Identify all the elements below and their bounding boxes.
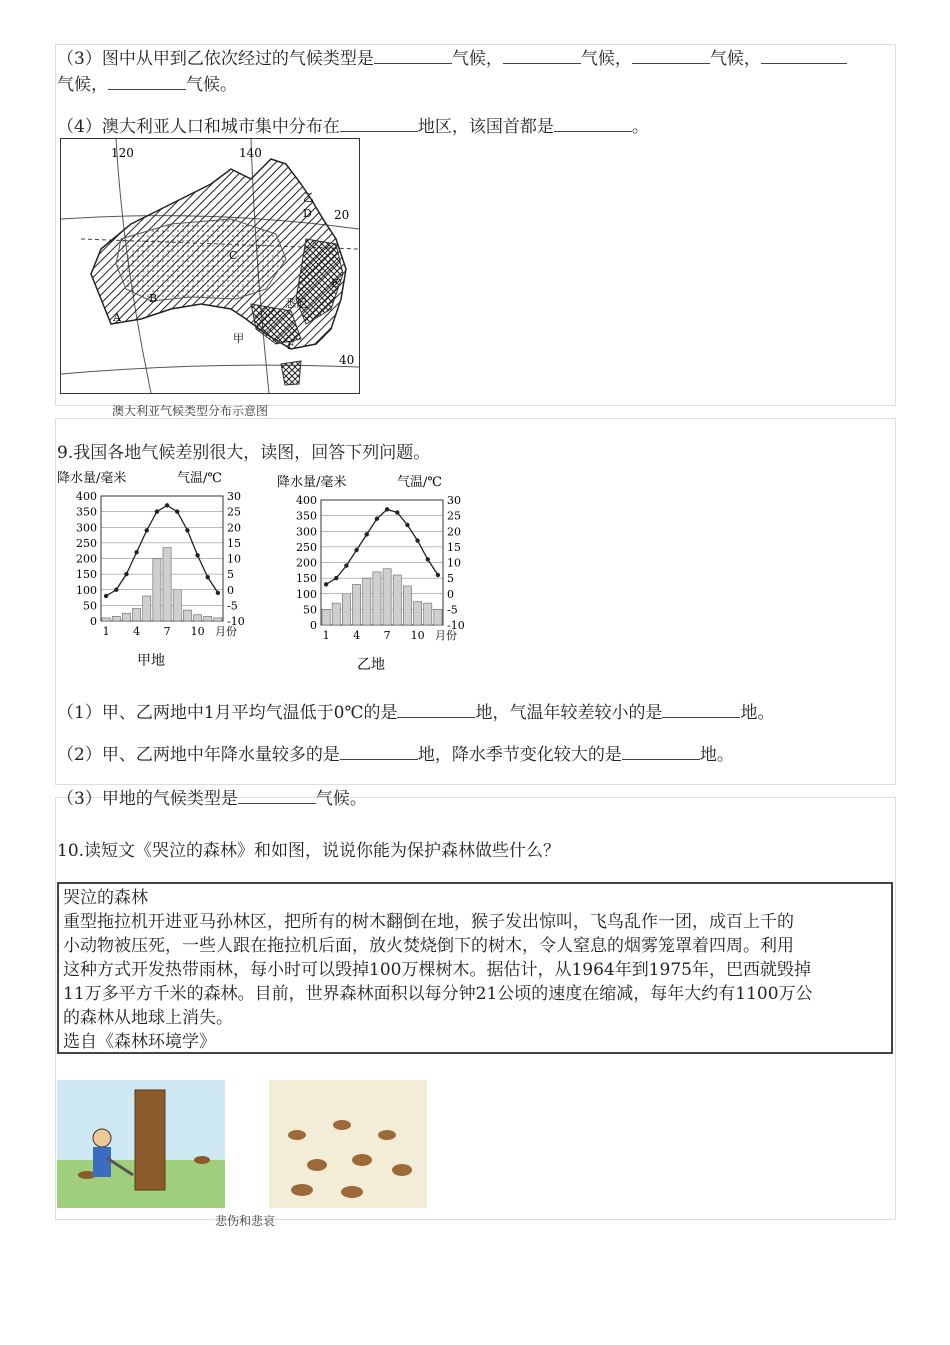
label-lon140: 140 [239,146,262,160]
climate-chart-yi [277,470,482,675]
precip-bar [342,594,350,625]
right-tick-label: 5 [447,572,454,586]
climate-chart-svg [277,470,482,675]
left-tick-label: 200 [76,552,97,566]
right-axis-label: 气温/℃ [397,475,442,490]
passage-line: 重型拖拉机开进亚马孙林区，把所有的树木翻倒在地，猴子发出惊叫，飞鸟乱作一团，成百上千的 [63,912,794,932]
chart-name: 乙地 [357,657,385,673]
q8-part3-text: （3）图中从甲到乙依次经过的气候类型是 [57,49,374,69]
reading-passage-box [57,882,893,1054]
label-zone-f: F [287,339,295,352]
right-tick-label: -10 [227,615,245,628]
left-tick-label: 150 [76,568,97,582]
temperature-point [324,582,328,586]
precip-bar [194,615,202,621]
label-zone-b: B [149,292,158,305]
q9-part1-text: 地，气温年较差较小的是 [475,703,663,723]
passage-line: 的森林从地球上消失。 [63,1008,233,1028]
temperature-point [195,553,199,557]
precip-bar [434,609,442,625]
right-tick-label: 15 [227,536,241,550]
precip-bar [112,616,120,621]
x-tick-label: 10 [190,625,205,638]
answer-blank[interactable] [340,745,418,760]
left-tick-label: 350 [296,509,317,523]
temperature-point [134,550,138,554]
q8-part3-text: 气候。 [186,75,237,95]
q9-part3-text: 气候。 [315,789,367,809]
right-axis-label: 气温/℃ [177,471,222,486]
label-lat20: 20 [334,208,350,222]
stump-icon [194,1156,210,1164]
right-tick-label: -5 [227,599,238,613]
q8-part3-text: 气候， [580,49,632,69]
climate-chart-svg [57,466,262,671]
temperature-point [395,510,399,514]
precip-bar [153,559,161,622]
stump-icon [307,1159,327,1171]
right-tick-label: 25 [227,505,241,519]
stump-icon [288,1130,306,1140]
left-tick-label: 250 [76,536,97,550]
q9-part1-line [57,698,774,723]
climate-chart-jia [57,466,262,671]
left-tick-label: 100 [76,583,97,597]
x-axis-label: 月份 [215,625,237,638]
tree-trunk [135,1090,165,1190]
label-jia: 甲 [233,332,244,345]
q9-part2-text: （2）甲、乙两地中年降水量较多的是 [57,745,340,765]
q8-part4-line [57,112,649,137]
label-lon120: 120 [111,146,134,160]
precip-bar [122,613,130,621]
q9-title: 9.我国各地气候差别很大，读图，回答下列问题。 [57,443,431,463]
precip-bar [204,616,212,621]
q9-part3-line [57,784,367,809]
left-tick-label: 300 [76,521,97,535]
precip-bar [173,590,181,621]
right-tick-label: 20 [227,521,241,535]
q8-part3-line1 [57,44,847,69]
temperature-point [426,557,430,561]
label-zone-a: A [113,311,121,324]
right-tick-label: 0 [447,587,454,601]
temperature-point [155,509,159,513]
precip-bar [353,584,361,625]
label-zone-c: C [229,249,238,262]
right-tick-label: 5 [227,568,234,582]
temperature-point [354,548,358,552]
temperature-point [175,509,179,513]
q8-part3-text: 气候， [451,49,503,69]
q8-part4-text: 地区，该国首都是 [417,117,554,137]
precip-bar [143,596,151,621]
right-tick-label: 10 [447,556,461,570]
illustration-caption: 悲伤和悲哀 [215,1214,276,1228]
precip-bar [332,603,340,625]
left-tick-label: 0 [90,615,97,628]
precip-bar [424,603,432,625]
temperature-point [216,591,220,595]
answer-blank[interactable] [503,49,581,64]
left-tick-label: 350 [76,505,97,519]
map-caption: 澳大利亚气候类型分布示意图 [112,404,269,418]
passage-title: 哭泣的森林 [63,888,148,908]
precip-bar [133,609,141,622]
x-tick-label: 1 [322,629,330,642]
answer-blank[interactable] [397,703,475,718]
temperature-point [206,575,210,579]
stump-icon [352,1154,372,1166]
answer-blank[interactable] [374,49,452,64]
left-tick-label: 400 [296,494,317,507]
right-tick-label: 20 [447,525,461,539]
q10-title: 10.读短文《哭泣的森林》和如图，说说你能为保护森林做些什么？ [57,841,561,861]
precip-bar [183,610,191,621]
left-tick-label: 0 [310,619,317,632]
temperature-point [114,588,118,592]
x-tick-label: 4 [353,629,361,642]
x-tick-label: 7 [383,629,391,642]
chart-name: 甲地 [137,653,165,669]
answer-blank[interactable] [761,49,847,64]
temperature-point [436,573,440,577]
left-tick-label: 300 [296,525,317,539]
left-tick-label: 150 [296,572,317,586]
temperature-point [365,532,369,536]
precip-bar [214,618,222,621]
left-tick-label: 100 [296,587,317,601]
left-tick-label: 50 [303,603,317,617]
left-tick-label: 400 [76,490,97,503]
deforestation-illustration [57,1080,427,1230]
q9-part1-text: （1）甲、乙两地中1月平均气温低于0℃的是 [57,703,398,723]
precip-bar [322,609,330,625]
x-axis-label: 月份 [435,629,457,642]
passage-source: 选自《森林环境学》 [63,1032,216,1052]
temperature-point [104,594,108,598]
right-tick-label: -5 [447,603,458,617]
answer-blank[interactable] [662,703,740,718]
precip-bar [102,618,110,621]
woodcutter-body [93,1147,111,1177]
q9-part2-line [57,740,734,765]
tasmania [281,361,301,385]
x-tick-label: 7 [163,625,171,638]
temperature-point [385,507,389,511]
right-tick-label: 30 [447,494,461,507]
temperature-point [344,563,348,567]
precip-bar [373,572,381,625]
right-tick-label: 30 [227,490,241,503]
label-zone-e: E [331,277,340,290]
q8-part3-text: 气候， [57,75,108,95]
temperature-point [415,538,419,542]
left-tick-label: 200 [296,556,317,570]
temperature-line [106,505,218,596]
q8-part4-text: 。 [631,117,649,137]
temperature-point [124,572,128,576]
temperature-point [145,528,149,532]
label-yi: 乙 [303,191,314,204]
left-axis-label: 降水量/毫米 [57,471,127,486]
label-zone-d: D [303,207,312,220]
stump-icon [341,1186,363,1198]
right-tick-label: 15 [447,540,461,554]
right-tick-label: 0 [227,583,234,597]
x-tick-label: 4 [133,625,141,638]
x-tick-label: 1 [102,625,110,638]
label-lat40: 40 [339,353,355,367]
q9-part1-text: 地。 [740,703,775,723]
q9-part2-text: 地。 [699,745,734,765]
answer-blank[interactable] [108,75,186,90]
q8-part4-text: （4）澳大利亚人口和城市集中分布在 [57,117,340,137]
answer-blank[interactable] [622,745,700,760]
stump-icon [392,1164,412,1176]
temperature-point [185,528,189,532]
right-tick-label: 25 [447,509,461,523]
passage-line: 11万多平方千米的森林。目前，世界森林面积以每分钟21公顷的速度在缩减，每年大约有1100万公 [63,984,813,1004]
passage-line: 这种方式开发热带雨林，每小时可以毁掉100万棵树木。据估计，从1964年到1975年，巴西就毁掉 [63,960,811,980]
parallel-40 [61,365,359,374]
left-axis-label: 降水量/毫米 [277,475,347,490]
illustration-svg [57,1080,427,1230]
x-tick-label: 10 [410,629,425,642]
stump-icon [333,1120,351,1130]
stump-icon [378,1130,396,1140]
woodcutter-head [93,1129,111,1147]
right-tick-label: -10 [447,619,465,632]
q9-part3-text: （3）甲地的气候类型是 [57,789,238,809]
precip-bar [383,569,391,625]
precip-bar [403,586,411,625]
precip-bar [393,575,401,625]
q8-part3-text: 气候， [709,49,761,69]
precip-bar [414,602,422,625]
temperature-point [165,503,169,507]
temperature-point [334,576,338,580]
q8-part3-line2 [57,70,237,95]
label-sydney: 悉尼 [285,297,307,310]
q9-part2-text: 地，降水季节变化较大的是 [417,745,622,765]
passage-line: 小动物被压死，一些人跟在拖拉机后面，放火焚烧倒下的树木，令人窒息的烟雾笼罩着四周。利用 [63,936,794,956]
temperature-point [405,523,409,527]
precip-bar [163,548,171,621]
answer-blank[interactable] [238,789,316,804]
map-svg [61,139,359,393]
temperature-point [375,517,379,521]
stump-icon [291,1184,313,1196]
australia-climate-map [60,138,360,394]
answer-blank[interactable] [554,117,632,132]
answer-blank[interactable] [632,49,710,64]
left-tick-label: 250 [296,540,317,554]
answer-blank[interactable] [340,117,418,132]
precip-bar [363,578,371,625]
right-tick-label: 10 [227,552,241,566]
left-tick-label: 50 [83,599,97,613]
